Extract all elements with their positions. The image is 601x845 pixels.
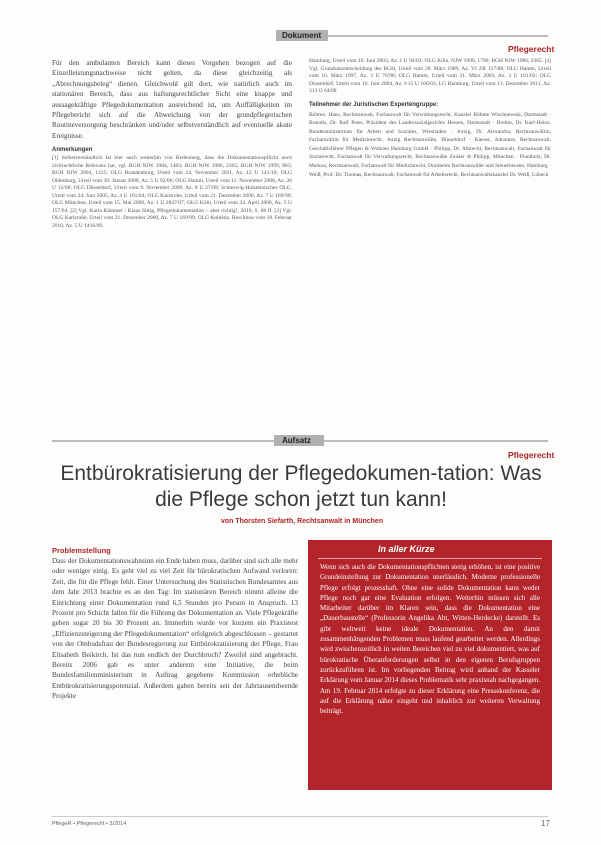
experts-heading: Teilnehmer der Juristischen Expertengruppe:	[309, 101, 439, 108]
left-body-text: Für den ambulanten Bereich kann dieses Vorgehen bezogen auf die Einzelleistungsnachweise nicht gelten, da diese gleichzeitig als „Abrechnungsbeleg“ dienen. Gleichwohl gilt dort, wie natürlich auch im stationären Bereich, dass aus haftungsrechtlicher Sicht eine knappe und aussagekräftige Pflegedokumentation ausreichend ist, um Auffälligkeiten im Pflegebericht sich auf die Abweichung von der grundpflegerischen Routineversorgung beschränken und/oder selbstverständlich auf eventuelle akute Ereignisse.	[52, 59, 292, 140]
article-body-text: Dass der Dokumentationswahnsinn ein Ende haben muss, darüber sind sich alle mehr oder weniger einig. Es geht viel zu viel Zeit für bürokratischen Aufwand verloren: Zeit, die für die Pflege fehlt. Einer Untersuchung des Statistischen Bundesamtes aus dem Jahr 2013 brachte es an den Tag: Im stationären Bereich nimmt alleine die Einrichtung einer Dokumentation rund 6,5 Stunden pro Person in Anspruch. 13 Prozent pro Schicht fallen für die Führung der Dokumentation an. Viele Pflegekräfte geben sogar 20 bis 30 Prozent an. Immerhin wurde vor kurzem ein Praxistest „Effizienzsteigerung der Pflegedokumentation“ erfolgreich abgeschlossen – gestartet von der Ombudsfrau der Bundesregierung zur Entbürokratisierung der Pflege, Frau Elisabeth Beikirch. Ist das nun endlich der Durchbruch? Zweifel sind angebracht. Bereits 2006 gab es unter anderem eine Initiative, die beim Bundesfamilienministerium in Auftrag gegebene Kommission erhebliche Entbürokratisierungspotenzial. Außerdem gaben bereits seit der Jahrtausendwende Projekte	[52, 557, 298, 701]
left-column-top	[52, 58, 292, 230]
article-author: von Thorsten Siefarth, Rechtsanwalt in München	[220, 518, 384, 525]
footer-source: PflegeR • Pflegerecht • 3/2014	[52, 821, 127, 827]
summary-box	[308, 540, 552, 790]
left-column-article	[52, 546, 298, 702]
problem-heading: Problemstellung	[52, 546, 111, 555]
mid-rule-right	[324, 440, 548, 442]
mid-section-label: Aufsatz	[282, 436, 311, 445]
right-notes-text: Hamburg, Urteil vom 10. Juni 2003, Az. 1 U 94/02; OLG Köln, NJW 1999, 1790; BGH NJW 1986, 2365. [4] Vgl. Grundsatzentscheidung des BGH, Urteil vom 28. März 1989, Az. VI ZR 157/88; OLG Hamm, Urteil vom 16. März 1997, Az. 3 U 76/96; OLG Hamm, Urteil vom 31. März 2003, Az. 3 U 161/02; OLG Düsseldorf, Urteil vom 10. Juni 2004, Az. I-15 U 166/03; LG Hamburg, Urteil vom 13. Dezember 2011, Az. 313 O 64/08	[309, 58, 551, 94]
mid-category-label: Pflegerecht	[508, 450, 555, 460]
top-rule	[328, 35, 548, 37]
footer-rule	[52, 816, 548, 817]
summary-box-title: In aller Kürze	[378, 544, 435, 554]
summary-box-text: Wenn sich auch die Dokumentationspflichten stetig erhöhen, ist eine positive Grundeinstellung zur Dokumentation unerlässlich. Moderne professionelle Pflege erfolgt prozesshaft. Ohne eine solide Dokumentation kann weder Pflege noch gar eine Evaluation erfolgen. Weiterhin müssen sich alle Mitarbeiter darüber im Klaren sein, dass die Dokumentation eine „Dauerbaustelle“ (Professorin Angelika Abt, Witten-Herdecke) darstellt. Es gibt weltweit keine ideale Dokumentation. An den damit zusammenhängenden Problemen muss laufend gearbeitet werden. Allerdings wird zwischenzeitlich in weiten Bereichen viel zu viel dokumentiert, was auf bürokratische Überanforderungen selbst in den eigenen Berufsgruppen zurückzuführen ist. Im vorliegenden Beitrag wird anhand der Kasseler Erklärung vom Januar 2014 dieses Problematik sehr praxisnah nachgegangen. Am 19. Februar 2014 erfolgte zu dieser Erklärung eine Pressekonferenz, die auf die Erklärung näher eingeht und inhaltlich zur weiteren Verwaltung beiträgt.	[320, 563, 540, 716]
summary-box-divider	[318, 558, 542, 559]
top-category-label: Pflegerecht	[508, 44, 555, 54]
right-column-top	[309, 58, 551, 179]
experts-text: Böhme, Hans, Rechtsanwalt, Fachanwalt für Verwaltungsrecht, Kanzlei Böhme Wischnewski, Darmstadt · Brandis, Dr. Ralf Peter, Präsident des Landessozialgerichts Hessen, Darmstadt · Brehm, Dr. Karl-Heinz, Bundesministerium für Arbeit und Soziales, Wiesbaden · Jorzig, Dr. Alexandra, Rechtsanwältin, Fachanwältin für Medizinrecht, Jorzig Rechtsanwälte, Düsseldorf · Kaeser, Johannes, Rechtsanwalt, Geschäftsführer Pflegen & Wohnen Hamburg GmbH · Philipp, Dr. Albrecht, Rechtsanwalt, Fachanwalt für Sozialrecht, Fachanwalt für Verwaltungsrecht, Rechtsanwälte Zeisler & Philipp, München · Plantholz, Dr. Markus, Rechtsanwalt, Fachanwalt für Medizinrecht, Dornheim Rechtsanwälte und Steuerberater, Hamburg · Weiß, Prof. Dr. Thomas, Rechtsanwalt, Fachanwalt für Arbeitsrecht, Rechtsanwaltskanzlei Dr. Weiß, Lübeck	[309, 111, 551, 178]
notes-heading: Anmerkungen	[52, 147, 93, 154]
article-title: Entbürokratisierung der Pflegedokumen-tation: Was die Pflege schon jetzt tun kann!	[60, 462, 542, 511]
page-number: 17	[541, 819, 550, 828]
notes-text: [1] Selbstverständlich Ist hier auch weiterhin von Bedeutung, dass die Dokumentationspflicht auch zivilrechtliche Relevanz hat, vgl. BGH NJW 1984, 1403; BGH NJW 1986, 2365; BGH NJW 1999, 863; BGH NJW 2004, 1225; OLG Brandenburg, Urteil vom 24. November 2011, Az. 12 U 141/10; OLG Oldenburg, Urteil vom 30. Januar 2008, Az. 5 U 92/06; OLG Hamm, Urteil vom 11. November 2008, Az. 26 U 12/08; OLG Düsseldorf, Urteil vom 9. November 2009, Az. 8 U 27/09; Schleswig-Holsteinisches OLG, Urteil vom 24. Juni 2005, Az. 4 U 161/04; OLG Karlsruhe, Urteil vom 21. Dezember 2000, Az. 7 U 169/99; OLG München, Urteil vom 15. Mai 2009, Az. 1 U 2847/07; OLG Köln, Urteil vom 24. April 2006, Az. 5 U 157/04. [2] Vgl. Karla Kämmer / Klaus Sittig, Pflegedokumentation – aber richtig!, 2010, S. 68 ff. [3] Vgl. OLG Karlsruhe, Urteil vom 21. Dezember 2000, Az. 7 U 169/99; OLG Koblenz, Beschluss vom 18. Februar 2010, Az. 5 U 1416/09.	[52, 155, 292, 229]
mid-rule-left	[52, 440, 274, 442]
top-section-label: Dokument	[282, 31, 322, 40]
